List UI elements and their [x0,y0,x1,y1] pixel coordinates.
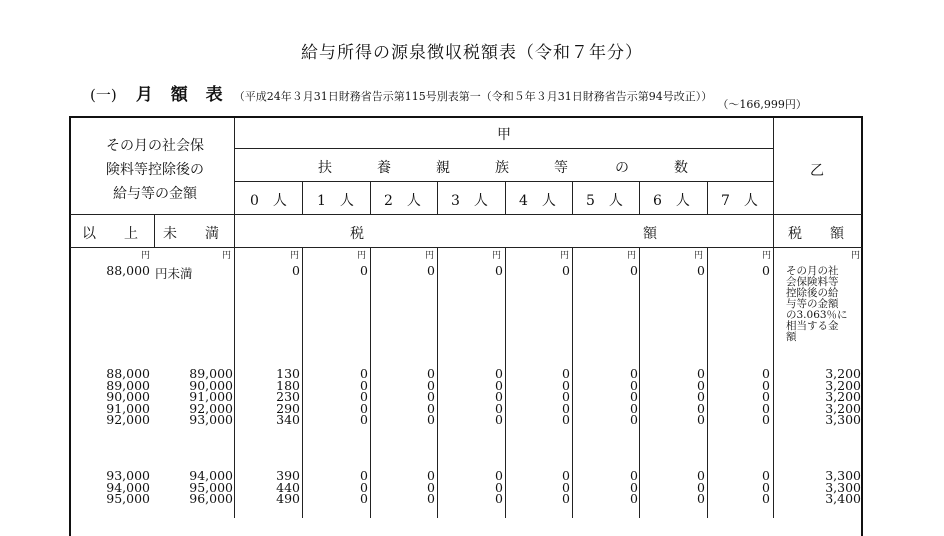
tax-column-4: 0 0 0 0 0 [562,366,570,428]
first-row-value: 0 [292,263,300,278]
page-title: 給与所得の源泉徴収税額表（令和７年分） [301,43,643,63]
grid-line [70,214,862,215]
otsu-header: 乙 [810,163,824,179]
otsu-note-line: 相当する金 [786,320,839,332]
people-7-header: 7 人 [721,193,758,209]
grid-line [773,118,774,518]
yen-unit: 円 [425,251,435,261]
from-column: 93,000 94,000 95,000 [106,468,150,507]
grid-line [707,181,708,214]
first-row-value: 0 [630,263,638,278]
people-0-header: 0 人 [250,193,287,209]
dependents-header-char: 等 [554,160,568,176]
amount-header [80,134,230,206]
grid-line [572,181,573,214]
tax-column-7: 0 0 0 [762,468,770,507]
people-5-header: 5 人 [586,193,623,209]
grid-line [70,247,862,248]
tax-column-4: 0 0 0 [562,468,570,507]
yen-unit: 円 [357,251,367,261]
otsu-note-line: その月の社 [786,265,839,277]
amount-header-line: 険料等控除後の [106,162,204,178]
grid-line [234,181,773,182]
yen-unit: 円 [492,251,502,261]
grid-line [572,248,573,518]
amount-range: （～166,999円） [717,98,807,111]
otsu-column: 3,300 3,300 3,400 [825,468,861,507]
tax-column-0: 130 180 230 290 340 [276,366,300,428]
tax-column-6: 0 0 0 [697,468,705,507]
tax-column-6: 0 0 0 0 0 [697,366,705,428]
people-1-header: 1 人 [317,193,354,209]
otsu-rate-note [786,266,856,343]
tax-column-2: 0 0 0 0 0 [427,366,435,428]
tax-column-3: 0 0 0 [495,468,503,507]
grid-line [234,148,773,149]
first-row-value: 0 [562,263,570,278]
to-column: 94,000 95,000 96,000 [189,468,233,507]
grid-line [154,215,155,247]
tax-column-1: 0 0 0 0 0 [360,366,368,428]
first-row-value: 0 [495,263,503,278]
grid-line [639,181,640,214]
tax-column-7: 0 0 0 0 0 [762,366,770,428]
first-row-value: 0 [427,263,435,278]
grid-line [437,248,438,518]
otsu-tax-header: 税 額 [788,226,844,242]
grid-line [370,181,371,214]
legal-note: （平成24年３月31日財務省告示第115号別表第一（令和５年３月31日財務省告示第94号改正）） [233,90,713,103]
dependents-header-char: の [615,160,629,176]
tax-column-5: 0 0 0 0 0 [630,366,638,428]
dependents-header-char: 扶 [318,160,332,176]
people-6-header: 6 人 [653,193,690,209]
tax-column-1: 0 0 0 [360,468,368,507]
tax-header: 税 [350,226,364,242]
from-header: 以 上 [82,226,138,242]
dependents-header-char: 親 [436,160,450,176]
amount-header-line: その月の社会保 [106,138,204,154]
grid-line [437,181,438,214]
yen-unit: 円 [762,251,772,261]
yen-unit: 円 [290,251,300,261]
kou-header: 甲 [497,127,511,143]
table-subtitle [90,80,807,111]
grid-line [302,248,303,518]
amount-header-line: 給与等の金額 [113,186,197,202]
first-row-from: 88,000 [106,263,150,278]
people-3-header: 3 人 [451,193,488,209]
grid-line [639,248,640,518]
yen-unit: 円 [627,251,637,261]
amount-label: 額 [643,226,657,242]
table-name: 月 額 表 [135,85,229,105]
otsu-note-line: 控除後の給 [786,287,839,299]
otsu-note-line: の3.063％に [786,309,848,321]
tax-column-2: 0 0 0 [427,468,435,507]
grid-line [302,181,303,214]
first-row-value: 0 [360,263,368,278]
tax-column-5: 0 0 0 [630,468,638,507]
yen-unit: 円 [222,251,232,261]
people-4-header: 4 人 [519,193,556,209]
yen-unit: 円 [694,251,704,261]
first-row-value: 0 [697,263,705,278]
to-column: 89,000 90,000 91,000 92,000 93,000 [189,366,233,428]
yen-unit: 円 [851,251,861,261]
grid-line [505,181,506,214]
yen-unit: 円 [560,251,570,261]
from-column: 88,000 89,000 90,000 91,000 92,000 [106,366,150,428]
otsu-note-line: 与等の金額 [786,298,839,310]
otsu-column: 3,200 3,200 3,200 3,200 3,300 [825,366,861,428]
dependents-header-char: 族 [495,160,509,176]
yen-unit: 円 [141,251,151,261]
dependents-header-char: 数 [674,160,688,176]
otsu-note-line: 額 [786,331,797,343]
grid-line [234,118,235,518]
dependents-header-char: 養 [377,160,391,176]
section-number: (一) [90,86,117,104]
first-row-value: 0 [762,263,770,278]
otsu-note-line: 会保険料等 [786,276,839,288]
people-2-header: 2 人 [384,193,421,209]
tax-column-0: 390 440 490 [276,468,300,507]
to-header: 未 満 [163,226,219,242]
first-row-to: 円未満 [155,266,193,281]
tax-column-3: 0 0 0 0 0 [495,366,503,428]
